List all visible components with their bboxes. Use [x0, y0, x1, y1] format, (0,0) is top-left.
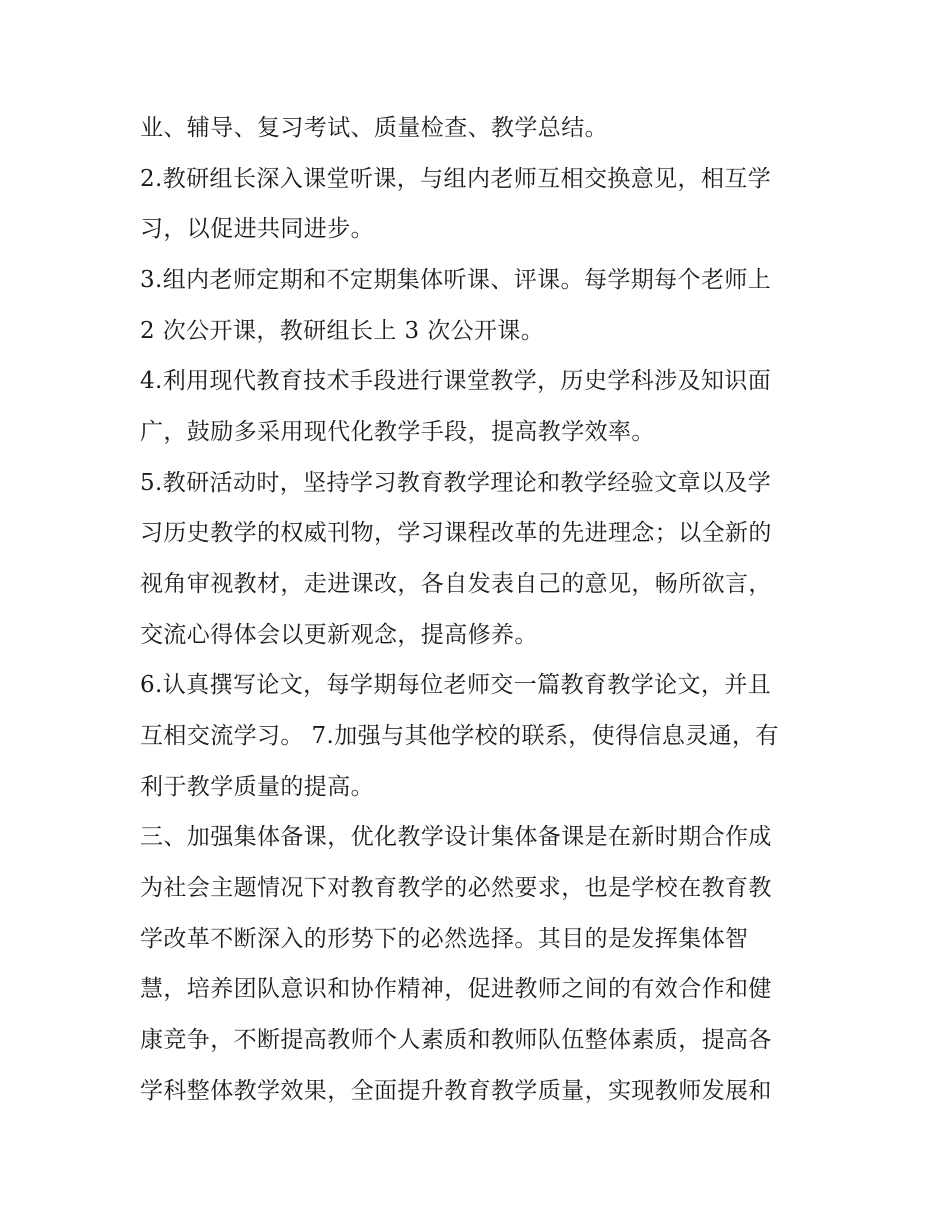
- text-line: 4.利用现代教育技术手段进行课堂教学，历史学科涉及知识面: [140, 368, 772, 394]
- text-line: 3.组内老师定期和不定期集体听课、评课。每学期每个老师上: [140, 267, 772, 293]
- text-line: 习，以促进共同进步。: [140, 216, 374, 242]
- text-line: 广，鼓励多采用现代化教学手段，提高教学效率。: [140, 419, 655, 445]
- text-line: 业、辅导、复习考试、质量检查、教学总结。: [140, 115, 608, 141]
- text-line: 学科整体教学效果，全面提升教育教学质量，实现教师发展和: [140, 1078, 772, 1104]
- text-line: 为社会主题情况下对教育教学的必然要求，也是学校在教育教: [140, 875, 772, 901]
- text-line: 康竞争，不断提高教师个人素质和教师队伍整体素质，提高各: [140, 1027, 772, 1053]
- text-line: 5.教研活动时，坚持学习教育教学理论和教学经验文章以及学: [140, 470, 772, 496]
- text-line: 视角审视教材，走进课改，各自发表自己的意见，畅所欲言，: [140, 571, 772, 597]
- text-line: 2 次公开课，教研组长上 3 次公开课。: [140, 318, 545, 344]
- text-line: 慧，培养团队意识和协作精神，促进教师之间的有效合作和健: [140, 976, 772, 1002]
- text-line: 利于教学质量的提高。: [140, 774, 374, 800]
- text-line: 学改革不断深入的形势下的必然选择。其目的是发挥集体智: [140, 926, 749, 952]
- text-line: 交流心得体会以更新观念，提高修养。: [140, 622, 538, 648]
- text-line: 三、加强集体备课，优化教学设计集体备课是在新时期合作成: [140, 824, 772, 850]
- text-line: 习历史教学的权威刊物，学习课程改革的先进理念；以全新的: [140, 520, 772, 546]
- text-line: 2.教研组长深入课堂听课，与组内老师互相交换意见，相互学: [140, 166, 772, 192]
- text-line: 互相交流学习。 7.加强与其他学校的联系，使得信息灵通，有: [140, 723, 779, 749]
- text-line: 6.认真撰写论文，每学期每位老师交一篇教育教学论文，并且: [140, 672, 772, 698]
